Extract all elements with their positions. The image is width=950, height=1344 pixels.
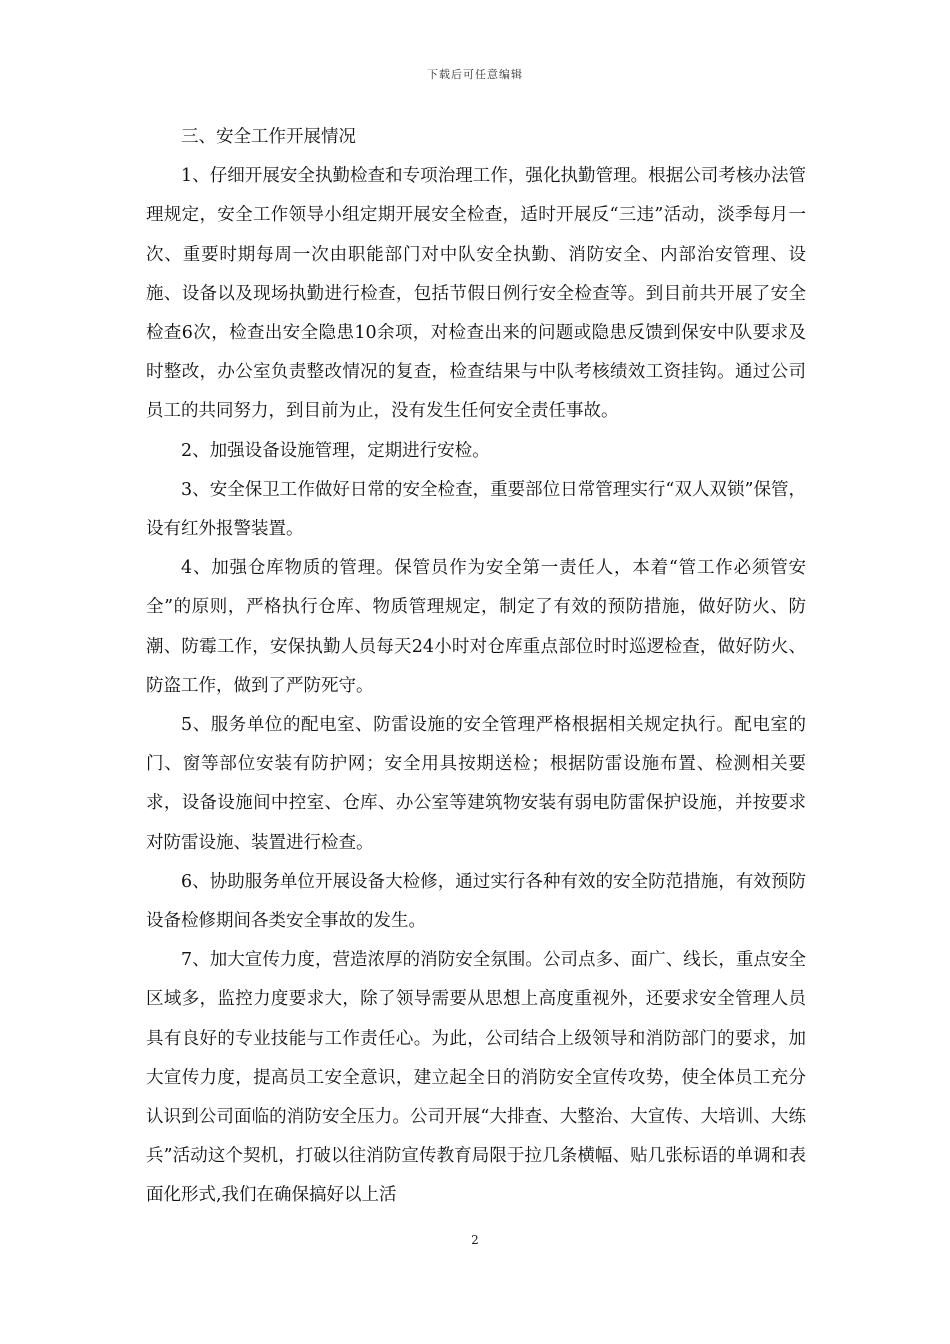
document-body [146, 118, 806, 1216]
paragraph-2: 2、加强设备设施管理，定期进行安检。 [181, 440, 490, 461]
page-header: 下载后可任意编辑 [427, 68, 523, 81]
page-number: 2 [471, 1233, 479, 1247]
section-heading: 三、安全工作开展情况 [181, 127, 356, 147]
paragraph-4: 4、加强仓库物质的管理。保管员作为安全第一责任人，本着“管工作必须管安全”的原则，严格执行仓库、物质管理规定，制定了有效的预防措施，做好防火、防潮、防霉工作，安保执勤人员每天24小时对仓库重点部位时时巡逻检查，做好防火、防盗工作，做到了严防死守。 [146, 558, 806, 696]
paragraph-3: 3、安全保卫工作做好日常的安全检查，重要部位日常管理实行“双人双锁”保管，设有红外报警装置。 [146, 479, 806, 540]
paragraph-7: 7、加大宣传力度，营造浓厚的消防安全氛围。公司点多、面广、线长，重点安全区域多，监控力度要求大，除了领导需要从思想上高度重视外，还要求安全管理人员具有良好的专业技能与工作责任心。为此，公司结合上级领导和消防部门的要求，加大宣传力度，提高员工安全意识，建立起全日的消防安全宣传攻势，使全体员工充分认识到公司面临的消防安全压力。公司开展“大排查、大整治、大宣传、大培训、大练兵”活动这个契机，打破以往消防宣传教育局限于拉几条横幅、贴几张标语的单调和表面化形式,我们在确保搞好以上活 [146, 950, 806, 1206]
paragraph-5: 5、服务单位的配电室、防雷设施的安全管理严格根据相关规定执行。配电室的门、窗等部位安装有防护网；安全用具按期送检；根据防雷设施布置、检测相关要求，设备设施间中控室、仓库、办公室等建筑物安装有弱电防雷保护设施，并按要求对防雷设施、装置进行检查。 [146, 715, 806, 853]
paragraph-6: 6、协助服务单位开展设备大检修，通过实行各种有效的安全防范措施，有效预防设备检修期间各类安全事故的发生。 [146, 871, 806, 932]
paragraph-1: 1、仔细开展安全执勤检查和专项治理工作，强化执勤管理。根据公司考核办法管理规定，安全工作领导小组定期开展安全检查，适时开展反“三违”活动，淡季每月一次、重要时期每周一次由职能部门对中队安全执勤、消防安全、内部治安管理、设施、设备以及现场执勤进行检查，包括节假日例行安全检查等。到目前共开展了安全检查6次，检查出安全隐患10余项，对检查出来的问题或隐患反馈到保安中队要求及时整改，办公室负责整改情况的复查，检查结果与中队考核绩效工资挂钩。通过公司员工的共同努力，到目前为止，没有发生任何安全责任事故。 [146, 166, 806, 422]
